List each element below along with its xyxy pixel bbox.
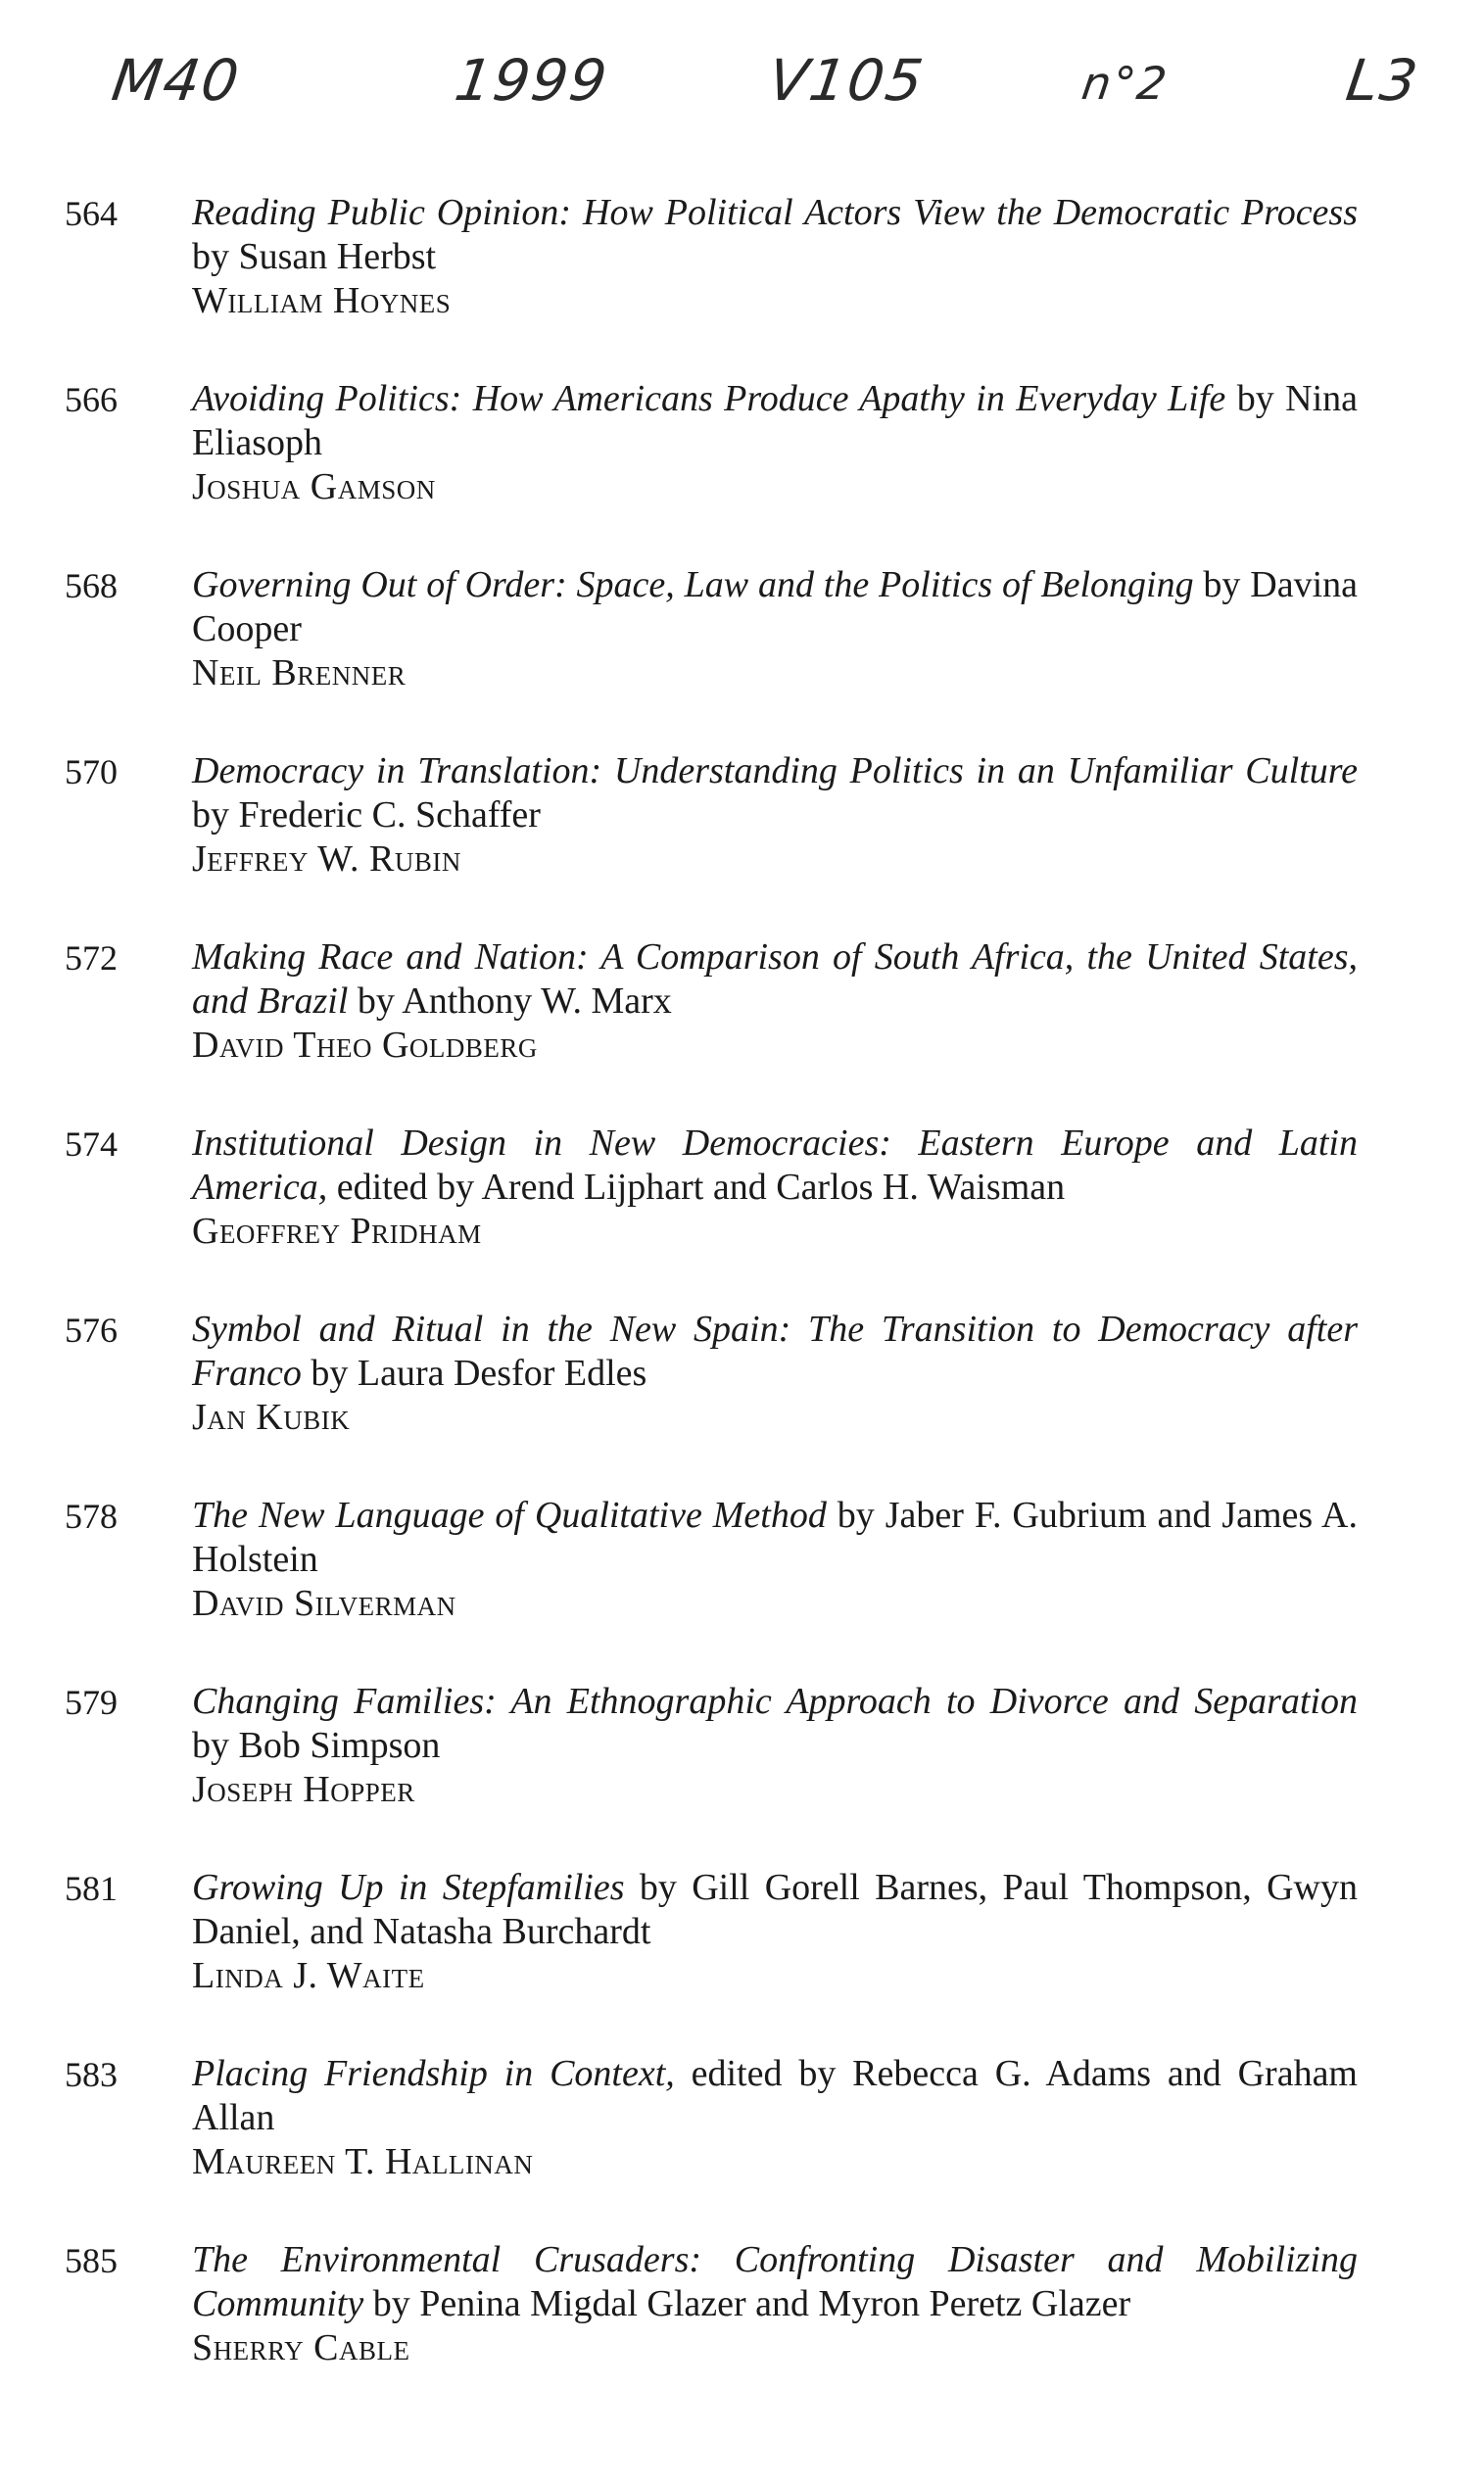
reviewer-name: Joseph Hopper	[192, 1769, 415, 1810]
book-authors: by Davina Cooper	[192, 564, 1358, 649]
book-title: Governing Out of Order: Space, Law and the Politics of Belonging	[192, 564, 1194, 605]
book-authors: edited by Rebecca G. Adams and Graham Allan	[192, 2053, 1358, 2138]
entry-body	[192, 2052, 1358, 2184]
page-number: 570	[65, 752, 118, 791]
book-title: The New Language of Qualitative Method	[192, 1495, 827, 1536]
book-citation	[192, 1494, 1358, 1582]
book-title: Growing Up in Stepfamilies	[192, 1867, 625, 1908]
reviewer-name: William Hoynes	[192, 280, 452, 321]
review-entry	[65, 1866, 1358, 2052]
review-entry	[65, 2052, 1358, 2238]
reviewer-name: Linda J. Waite	[192, 1955, 425, 1996]
book-citation	[192, 749, 1358, 837]
entry-body	[192, 1866, 1358, 1998]
book-authors: by Penina Migdal Glazer and Myron Peretz Glazer	[363, 2283, 1131, 2324]
book-title: Institutional Design in New Democracies: Eastern Europe and Latin America,	[192, 1123, 1358, 1208]
reviewer-name: Geoffrey Pridham	[192, 1211, 482, 1252]
book-authors: by Nina Eliasoph	[192, 378, 1358, 463]
book-title: Changing Families: An Ethnographic Approach to Divorce and Separation	[192, 1681, 1358, 1722]
reviewer-name: Sherry Cable	[192, 2327, 410, 2368]
review-entry	[65, 935, 1358, 1122]
page-number: 574	[65, 1124, 118, 1164]
page-number: 564	[65, 194, 118, 233]
book-authors: by Frederic C. Schaffer	[192, 794, 541, 836]
book-citation	[192, 563, 1358, 651]
book-citation	[192, 2052, 1358, 2140]
page-number: 572	[65, 938, 118, 978]
handwritten-note: 1999	[451, 47, 613, 114]
handwritten-note: V105	[764, 47, 930, 114]
page-number: 581	[65, 1869, 118, 1908]
entry-body	[192, 749, 1358, 882]
page-number: 579	[65, 1683, 118, 1722]
entry-body	[192, 1494, 1358, 1626]
book-title: The Environmental Crusaders: Confronting Disaster and Mobilizing Community	[192, 2239, 1358, 2324]
page-number: 585	[65, 2241, 118, 2280]
book-citation	[192, 1122, 1358, 1210]
entry-body	[192, 377, 1358, 509]
page-number: 568	[65, 566, 118, 605]
handwritten-annotation	[0, 27, 1484, 135]
reviewer-name: Maureen T. Hallinan	[192, 2141, 534, 2182]
reviewer-name: David Theo Goldberg	[192, 1025, 538, 1066]
book-citation	[192, 1680, 1358, 1768]
entry-body	[192, 1680, 1358, 1812]
book-authors: by Laura Desfor Edles	[301, 1353, 647, 1394]
entry-body	[192, 2238, 1358, 2370]
entry-body	[192, 563, 1358, 695]
book-citation	[192, 191, 1358, 279]
review-entry	[65, 1122, 1358, 1308]
review-list	[65, 191, 1358, 2424]
book-authors: edited by Arend Lijphart and Carlos H. Waisman	[327, 1167, 1066, 1208]
book-title: Avoiding Politics: How Americans Produce Apathy in Everyday Life	[192, 378, 1226, 419]
page-number: 576	[65, 1311, 118, 1350]
book-citation	[192, 377, 1358, 465]
page-number: 583	[65, 2055, 118, 2094]
review-entry	[65, 563, 1358, 749]
review-entry	[65, 191, 1358, 377]
book-authors: by Anthony W. Marx	[348, 980, 672, 1022]
book-authors: by Bob Simpson	[192, 1725, 441, 1766]
reviewer-name: Jan Kubik	[192, 1397, 351, 1438]
handwritten-note: n°2	[1078, 57, 1173, 110]
handwritten-note: M40	[108, 47, 245, 114]
review-entry	[65, 2238, 1358, 2424]
book-citation	[192, 1866, 1358, 1954]
review-entry	[65, 377, 1358, 563]
entry-body	[192, 935, 1358, 1068]
handwritten-note: L3	[1342, 47, 1423, 114]
reviewer-name: Neil Brenner	[192, 652, 407, 693]
review-entry	[65, 749, 1358, 935]
reviewer-name: Joshua Gamson	[192, 466, 436, 507]
page-number: 578	[65, 1497, 118, 1536]
book-title: Placing Friendship in Context,	[192, 2053, 675, 2094]
review-entry	[65, 1494, 1358, 1680]
book-title: Democracy in Translation: Understanding Politics in an Unfamiliar Culture	[192, 750, 1358, 791]
entry-body	[192, 1308, 1358, 1440]
book-title: Symbol and Ritual in the New Spain: The Transition to Democracy after Franco	[192, 1309, 1358, 1394]
book-title: Making Race and Nation: A Comparison of South Africa, the United States, and Brazil	[192, 936, 1358, 1022]
book-title: Reading Public Opinion: How Political Actors View the Democratic Process	[192, 192, 1358, 233]
review-entry	[65, 1308, 1358, 1494]
book-citation	[192, 1308, 1358, 1396]
book-citation	[192, 2238, 1358, 2326]
page-number: 566	[65, 380, 118, 419]
book-authors: by Gill Gorell Barnes, Paul Thompson, Gwyn Daniel, and Natasha Burchardt	[192, 1867, 1358, 1952]
entry-body	[192, 1122, 1358, 1254]
reviewer-name: Jeffrey W. Rubin	[192, 838, 461, 880]
book-citation	[192, 935, 1358, 1024]
book-authors: by Susan Herbst	[192, 236, 437, 277]
reviewer-name: David Silverman	[192, 1583, 456, 1624]
book-authors: by Jaber F. Gubrium and James A. Holstein	[192, 1495, 1358, 1580]
entry-body	[192, 191, 1358, 323]
review-entry	[65, 1680, 1358, 1866]
